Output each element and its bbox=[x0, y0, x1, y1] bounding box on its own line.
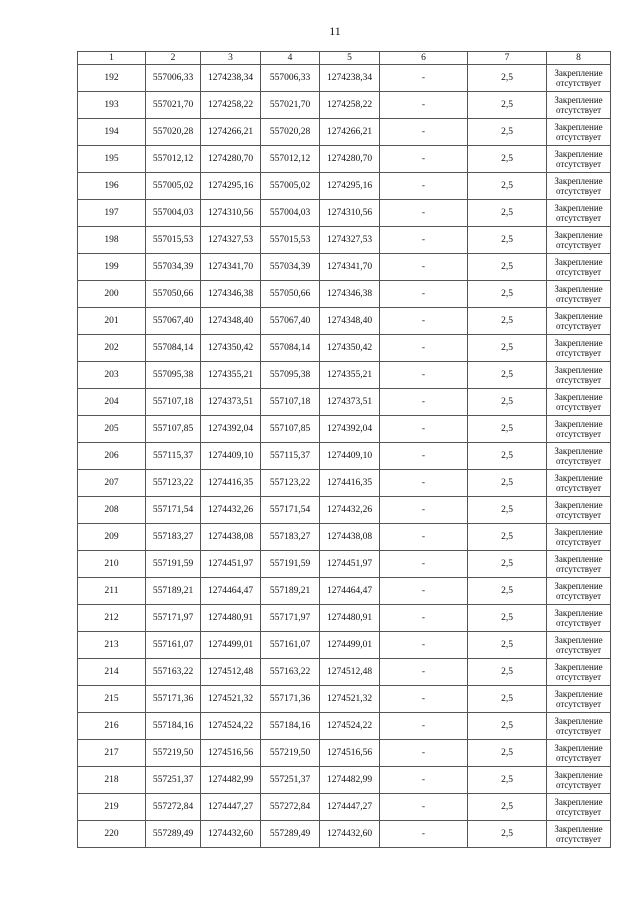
y-coordinate-cell: 1274447,27 bbox=[201, 794, 261, 821]
y-coordinate-cell: 1274524,22 bbox=[201, 713, 261, 740]
method-cell: - bbox=[380, 308, 468, 335]
y-coordinate-cell: 1274348,40 bbox=[201, 308, 261, 335]
accuracy-cell: 2,5 bbox=[468, 524, 547, 551]
y-coordinate-2-cell: 1274373,51 bbox=[320, 389, 380, 416]
x-coordinate-cell: 557067,40 bbox=[146, 308, 201, 335]
table-row bbox=[78, 65, 611, 92]
x-coordinate-cell: 557161,07 bbox=[146, 632, 201, 659]
y-coordinate-2-cell: 1274392,04 bbox=[320, 416, 380, 443]
x-coordinate-2-cell: 557289,49 bbox=[261, 821, 320, 848]
y-coordinate-2-cell: 1274524,22 bbox=[320, 713, 380, 740]
point-number-cell: 207 bbox=[78, 470, 146, 497]
fixing-description-cell: Закрепление отсутствует bbox=[547, 470, 611, 497]
table-body bbox=[78, 52, 611, 848]
y-coordinate-cell: 1274355,21 bbox=[201, 362, 261, 389]
accuracy-cell: 2,5 bbox=[468, 497, 547, 524]
x-coordinate-cell: 557084,14 bbox=[146, 335, 201, 362]
y-coordinate-cell: 1274295,16 bbox=[201, 173, 261, 200]
x-coordinate-2-cell: 557004,03 bbox=[261, 200, 320, 227]
table-row bbox=[78, 362, 611, 389]
fixing-description-cell: Закрепление отсутствует bbox=[547, 632, 611, 659]
table-row bbox=[78, 389, 611, 416]
accuracy-cell: 2,5 bbox=[468, 551, 547, 578]
y-coordinate-2-cell: 1274280,70 bbox=[320, 146, 380, 173]
point-number-cell: 219 bbox=[78, 794, 146, 821]
point-number-cell: 204 bbox=[78, 389, 146, 416]
y-coordinate-2-cell: 1274480,91 bbox=[320, 605, 380, 632]
table-row bbox=[78, 254, 611, 281]
y-coordinate-cell: 1274392,04 bbox=[201, 416, 261, 443]
y-coordinate-2-cell: 1274499,01 bbox=[320, 632, 380, 659]
fixing-description-cell: Закрепление отсутствует bbox=[547, 578, 611, 605]
y-coordinate-cell: 1274416,35 bbox=[201, 470, 261, 497]
table-row bbox=[78, 794, 611, 821]
accuracy-cell: 2,5 bbox=[468, 173, 547, 200]
accuracy-cell: 2,5 bbox=[468, 821, 547, 848]
table-row bbox=[78, 524, 611, 551]
fixing-description-cell: Закрепление отсутствует bbox=[547, 551, 611, 578]
y-coordinate-2-cell: 1274355,21 bbox=[320, 362, 380, 389]
method-cell: - bbox=[380, 740, 468, 767]
table-row bbox=[78, 416, 611, 443]
y-coordinate-cell: 1274516,56 bbox=[201, 740, 261, 767]
x-coordinate-cell: 557184,16 bbox=[146, 713, 201, 740]
fixing-description-cell: Закрепление отсутствует bbox=[547, 416, 611, 443]
fixing-description-cell: Закрепление отсутствует bbox=[547, 281, 611, 308]
x-coordinate-cell: 557015,53 bbox=[146, 227, 201, 254]
coordinates-table bbox=[77, 51, 611, 848]
x-coordinate-cell: 557183,27 bbox=[146, 524, 201, 551]
table-row bbox=[78, 686, 611, 713]
method-cell: - bbox=[380, 659, 468, 686]
y-coordinate-cell: 1274341,70 bbox=[201, 254, 261, 281]
y-coordinate-2-cell: 1274341,70 bbox=[320, 254, 380, 281]
y-coordinate-cell: 1274266,21 bbox=[201, 119, 261, 146]
x-coordinate-cell: 557191,59 bbox=[146, 551, 201, 578]
x-coordinate-2-cell: 557084,14 bbox=[261, 335, 320, 362]
accuracy-cell: 2,5 bbox=[468, 254, 547, 281]
method-cell: - bbox=[380, 443, 468, 470]
y-coordinate-cell: 1274409,10 bbox=[201, 443, 261, 470]
x-coordinate-cell: 557021,70 bbox=[146, 92, 201, 119]
accuracy-cell: 2,5 bbox=[468, 389, 547, 416]
fixing-description-cell: Закрепление отсутствует bbox=[547, 254, 611, 281]
y-coordinate-2-cell: 1274438,08 bbox=[320, 524, 380, 551]
method-cell: - bbox=[380, 65, 468, 92]
y-coordinate-2-cell: 1274238,34 bbox=[320, 65, 380, 92]
y-coordinate-2-cell: 1274416,35 bbox=[320, 470, 380, 497]
method-cell: - bbox=[380, 281, 468, 308]
method-cell: - bbox=[380, 470, 468, 497]
column-header-4: 4 bbox=[261, 52, 320, 65]
y-coordinate-cell: 1274521,32 bbox=[201, 686, 261, 713]
x-coordinate-cell: 557020,28 bbox=[146, 119, 201, 146]
method-cell: - bbox=[380, 713, 468, 740]
y-coordinate-cell: 1274350,42 bbox=[201, 335, 261, 362]
accuracy-cell: 2,5 bbox=[468, 794, 547, 821]
y-coordinate-cell: 1274238,34 bbox=[201, 65, 261, 92]
accuracy-cell: 2,5 bbox=[468, 227, 547, 254]
accuracy-cell: 2,5 bbox=[468, 578, 547, 605]
method-cell: - bbox=[380, 767, 468, 794]
method-cell: - bbox=[380, 335, 468, 362]
x-coordinate-2-cell: 557189,21 bbox=[261, 578, 320, 605]
accuracy-cell: 2,5 bbox=[468, 605, 547, 632]
x-coordinate-cell: 557004,03 bbox=[146, 200, 201, 227]
x-coordinate-cell: 557272,84 bbox=[146, 794, 201, 821]
method-cell: - bbox=[380, 254, 468, 281]
point-number-cell: 192 bbox=[78, 65, 146, 92]
method-cell: - bbox=[380, 416, 468, 443]
table-row bbox=[78, 200, 611, 227]
y-coordinate-cell: 1274512,48 bbox=[201, 659, 261, 686]
x-coordinate-cell: 557050,66 bbox=[146, 281, 201, 308]
x-coordinate-cell: 557189,21 bbox=[146, 578, 201, 605]
accuracy-cell: 2,5 bbox=[468, 200, 547, 227]
point-number-cell: 211 bbox=[78, 578, 146, 605]
x-coordinate-2-cell: 557161,07 bbox=[261, 632, 320, 659]
y-coordinate-cell: 1274258,22 bbox=[201, 92, 261, 119]
method-cell: - bbox=[380, 173, 468, 200]
point-number-cell: 209 bbox=[78, 524, 146, 551]
fixing-description-cell: Закрепление отсутствует bbox=[547, 335, 611, 362]
y-coordinate-cell: 1274432,26 bbox=[201, 497, 261, 524]
column-header-2: 2 bbox=[146, 52, 201, 65]
x-coordinate-2-cell: 557251,37 bbox=[261, 767, 320, 794]
accuracy-cell: 2,5 bbox=[468, 659, 547, 686]
fixing-description-cell: Закрепление отсутствует bbox=[547, 686, 611, 713]
y-coordinate-2-cell: 1274482,99 bbox=[320, 767, 380, 794]
x-coordinate-2-cell: 557171,54 bbox=[261, 497, 320, 524]
point-number-cell: 210 bbox=[78, 551, 146, 578]
y-coordinate-2-cell: 1274516,56 bbox=[320, 740, 380, 767]
method-cell: - bbox=[380, 389, 468, 416]
accuracy-cell: 2,5 bbox=[468, 119, 547, 146]
point-number-cell: 216 bbox=[78, 713, 146, 740]
table-row bbox=[78, 443, 611, 470]
point-number-cell: 193 bbox=[78, 92, 146, 119]
point-number-cell: 220 bbox=[78, 821, 146, 848]
accuracy-cell: 2,5 bbox=[468, 362, 547, 389]
point-number-cell: 203 bbox=[78, 362, 146, 389]
accuracy-cell: 2,5 bbox=[468, 281, 547, 308]
accuracy-cell: 2,5 bbox=[468, 713, 547, 740]
x-coordinate-2-cell: 557005,02 bbox=[261, 173, 320, 200]
x-coordinate-2-cell: 557272,84 bbox=[261, 794, 320, 821]
x-coordinate-cell: 557034,39 bbox=[146, 254, 201, 281]
table-row bbox=[78, 227, 611, 254]
x-coordinate-cell: 557123,22 bbox=[146, 470, 201, 497]
x-coordinate-cell: 557171,36 bbox=[146, 686, 201, 713]
accuracy-cell: 2,5 bbox=[468, 65, 547, 92]
x-coordinate-2-cell: 557184,16 bbox=[261, 713, 320, 740]
x-coordinate-2-cell: 557006,33 bbox=[261, 65, 320, 92]
fixing-description-cell: Закрепление отсутствует bbox=[547, 497, 611, 524]
table-row bbox=[78, 821, 611, 848]
point-number-cell: 214 bbox=[78, 659, 146, 686]
y-coordinate-2-cell: 1274346,38 bbox=[320, 281, 380, 308]
x-coordinate-cell: 557219,50 bbox=[146, 740, 201, 767]
x-coordinate-cell: 557289,49 bbox=[146, 821, 201, 848]
x-coordinate-cell: 557163,22 bbox=[146, 659, 201, 686]
fixing-description-cell: Закрепление отсутствует bbox=[547, 713, 611, 740]
method-cell: - bbox=[380, 605, 468, 632]
fixing-description-cell: Закрепление отсутствует bbox=[547, 443, 611, 470]
table-row bbox=[78, 497, 611, 524]
method-cell: - bbox=[380, 632, 468, 659]
x-coordinate-2-cell: 557107,85 bbox=[261, 416, 320, 443]
fixing-description-cell: Закрепление отсутствует bbox=[547, 794, 611, 821]
table-row bbox=[78, 146, 611, 173]
table-row bbox=[78, 551, 611, 578]
y-coordinate-cell: 1274346,38 bbox=[201, 281, 261, 308]
x-coordinate-cell: 557107,85 bbox=[146, 416, 201, 443]
accuracy-cell: 2,5 bbox=[468, 335, 547, 362]
x-coordinate-2-cell: 557067,40 bbox=[261, 308, 320, 335]
y-coordinate-cell: 1274451,97 bbox=[201, 551, 261, 578]
fixing-description-cell: Закрепление отсутствует bbox=[547, 659, 611, 686]
y-coordinate-2-cell: 1274310,56 bbox=[320, 200, 380, 227]
x-coordinate-2-cell: 557123,22 bbox=[261, 470, 320, 497]
x-coordinate-2-cell: 557115,37 bbox=[261, 443, 320, 470]
table-row bbox=[78, 308, 611, 335]
method-cell: - bbox=[380, 200, 468, 227]
fixing-description-cell: Закрепление отсутствует bbox=[547, 146, 611, 173]
y-coordinate-2-cell: 1274409,10 bbox=[320, 443, 380, 470]
header-row bbox=[78, 52, 611, 65]
page-number: 11 bbox=[329, 24, 341, 38]
column-header-3: 3 bbox=[201, 52, 261, 65]
method-cell: - bbox=[380, 821, 468, 848]
y-coordinate-2-cell: 1274295,16 bbox=[320, 173, 380, 200]
y-coordinate-2-cell: 1274451,97 bbox=[320, 551, 380, 578]
y-coordinate-cell: 1274464,47 bbox=[201, 578, 261, 605]
y-coordinate-cell: 1274280,70 bbox=[201, 146, 261, 173]
x-coordinate-2-cell: 557095,38 bbox=[261, 362, 320, 389]
y-coordinate-2-cell: 1274348,40 bbox=[320, 308, 380, 335]
fixing-description-cell: Закрепление отсутствует bbox=[547, 173, 611, 200]
point-number-cell: 201 bbox=[78, 308, 146, 335]
fixing-description-cell: Закрепление отсутствует bbox=[547, 767, 611, 794]
method-cell: - bbox=[380, 497, 468, 524]
table-row bbox=[78, 92, 611, 119]
x-coordinate-cell: 557115,37 bbox=[146, 443, 201, 470]
x-coordinate-2-cell: 557163,22 bbox=[261, 659, 320, 686]
table-row bbox=[78, 335, 611, 362]
y-coordinate-cell: 1274499,01 bbox=[201, 632, 261, 659]
x-coordinate-2-cell: 557171,97 bbox=[261, 605, 320, 632]
x-coordinate-cell: 557107,18 bbox=[146, 389, 201, 416]
accuracy-cell: 2,5 bbox=[468, 767, 547, 794]
accuracy-cell: 2,5 bbox=[468, 416, 547, 443]
fixing-description-cell: Закрепление отсутствует bbox=[547, 740, 611, 767]
table-row bbox=[78, 281, 611, 308]
x-coordinate-2-cell: 557021,70 bbox=[261, 92, 320, 119]
x-coordinate-cell: 557006,33 bbox=[146, 65, 201, 92]
table-row bbox=[78, 119, 611, 146]
point-number-cell: 198 bbox=[78, 227, 146, 254]
x-coordinate-2-cell: 557191,59 bbox=[261, 551, 320, 578]
x-coordinate-cell: 557171,54 bbox=[146, 497, 201, 524]
y-coordinate-2-cell: 1274350,42 bbox=[320, 335, 380, 362]
y-coordinate-2-cell: 1274512,48 bbox=[320, 659, 380, 686]
fixing-description-cell: Закрепление отсутствует bbox=[547, 605, 611, 632]
point-number-cell: 208 bbox=[78, 497, 146, 524]
x-coordinate-cell: 557005,02 bbox=[146, 173, 201, 200]
y-coordinate-cell: 1274480,91 bbox=[201, 605, 261, 632]
fixing-description-cell: Закрепление отсутствует bbox=[547, 362, 611, 389]
table-row bbox=[78, 767, 611, 794]
x-coordinate-cell: 557251,37 bbox=[146, 767, 201, 794]
fixing-description-cell: Закрепление отсутствует bbox=[547, 308, 611, 335]
accuracy-cell: 2,5 bbox=[468, 740, 547, 767]
table-row bbox=[78, 470, 611, 497]
method-cell: - bbox=[380, 362, 468, 389]
x-coordinate-2-cell: 557107,18 bbox=[261, 389, 320, 416]
y-coordinate-2-cell: 1274266,21 bbox=[320, 119, 380, 146]
fixing-description-cell: Закрепление отсутствует bbox=[547, 389, 611, 416]
point-number-cell: 212 bbox=[78, 605, 146, 632]
accuracy-cell: 2,5 bbox=[468, 146, 547, 173]
fixing-description-cell: Закрепление отсутствует bbox=[547, 200, 611, 227]
x-coordinate-2-cell: 557034,39 bbox=[261, 254, 320, 281]
method-cell: - bbox=[380, 92, 468, 119]
table-row bbox=[78, 632, 611, 659]
accuracy-cell: 2,5 bbox=[468, 632, 547, 659]
table-row bbox=[78, 659, 611, 686]
table-row bbox=[78, 740, 611, 767]
y-coordinate-cell: 1274438,08 bbox=[201, 524, 261, 551]
point-number-cell: 195 bbox=[78, 146, 146, 173]
x-coordinate-2-cell: 557183,27 bbox=[261, 524, 320, 551]
point-number-cell: 206 bbox=[78, 443, 146, 470]
y-coordinate-2-cell: 1274447,27 bbox=[320, 794, 380, 821]
accuracy-cell: 2,5 bbox=[468, 686, 547, 713]
y-coordinate-2-cell: 1274432,26 bbox=[320, 497, 380, 524]
fixing-description-cell: Закрепление отсутствует bbox=[547, 524, 611, 551]
method-cell: - bbox=[380, 119, 468, 146]
point-number-cell: 199 bbox=[78, 254, 146, 281]
column-header-6: 6 bbox=[380, 52, 468, 65]
column-header-8: 8 bbox=[547, 52, 611, 65]
y-coordinate-2-cell: 1274464,47 bbox=[320, 578, 380, 605]
fixing-description-cell: Закрепление отсутствует bbox=[547, 65, 611, 92]
y-coordinate-cell: 1274373,51 bbox=[201, 389, 261, 416]
x-coordinate-2-cell: 557050,66 bbox=[261, 281, 320, 308]
y-coordinate-cell: 1274327,53 bbox=[201, 227, 261, 254]
point-number-cell: 205 bbox=[78, 416, 146, 443]
y-coordinate-2-cell: 1274432,60 bbox=[320, 821, 380, 848]
y-coordinate-cell: 1274310,56 bbox=[201, 200, 261, 227]
y-coordinate-cell: 1274432,60 bbox=[201, 821, 261, 848]
accuracy-cell: 2,5 bbox=[468, 443, 547, 470]
point-number-cell: 217 bbox=[78, 740, 146, 767]
table-row bbox=[78, 713, 611, 740]
y-coordinate-2-cell: 1274521,32 bbox=[320, 686, 380, 713]
column-header-1: 1 bbox=[78, 52, 146, 65]
x-coordinate-cell: 557171,97 bbox=[146, 605, 201, 632]
x-coordinate-2-cell: 557012,12 bbox=[261, 146, 320, 173]
method-cell: - bbox=[380, 227, 468, 254]
table-row bbox=[78, 578, 611, 605]
method-cell: - bbox=[380, 146, 468, 173]
accuracy-cell: 2,5 bbox=[468, 470, 547, 497]
x-coordinate-cell: 557095,38 bbox=[146, 362, 201, 389]
y-coordinate-cell: 1274482,99 bbox=[201, 767, 261, 794]
fixing-description-cell: Закрепление отсутствует bbox=[547, 92, 611, 119]
x-coordinate-2-cell: 557171,36 bbox=[261, 686, 320, 713]
column-header-5: 5 bbox=[320, 52, 380, 65]
x-coordinate-cell: 557012,12 bbox=[146, 146, 201, 173]
x-coordinate-2-cell: 557020,28 bbox=[261, 119, 320, 146]
column-header-7: 7 bbox=[468, 52, 547, 65]
fixing-description-cell: Закрепление отсутствует bbox=[547, 821, 611, 848]
point-number-cell: 194 bbox=[78, 119, 146, 146]
x-coordinate-2-cell: 557219,50 bbox=[261, 740, 320, 767]
point-number-cell: 215 bbox=[78, 686, 146, 713]
fixing-description-cell: Закрепление отсутствует bbox=[547, 227, 611, 254]
method-cell: - bbox=[380, 524, 468, 551]
point-number-cell: 197 bbox=[78, 200, 146, 227]
fixing-description-cell: Закрепление отсутствует bbox=[547, 119, 611, 146]
y-coordinate-2-cell: 1274327,53 bbox=[320, 227, 380, 254]
method-cell: - bbox=[380, 686, 468, 713]
table-row bbox=[78, 173, 611, 200]
method-cell: - bbox=[380, 578, 468, 605]
point-number-cell: 218 bbox=[78, 767, 146, 794]
table-row bbox=[78, 605, 611, 632]
y-coordinate-2-cell: 1274258,22 bbox=[320, 92, 380, 119]
accuracy-cell: 2,5 bbox=[468, 92, 547, 119]
accuracy-cell: 2,5 bbox=[468, 308, 547, 335]
point-number-cell: 200 bbox=[78, 281, 146, 308]
method-cell: - bbox=[380, 794, 468, 821]
point-number-cell: 202 bbox=[78, 335, 146, 362]
method-cell: - bbox=[380, 551, 468, 578]
x-coordinate-2-cell: 557015,53 bbox=[261, 227, 320, 254]
point-number-cell: 196 bbox=[78, 173, 146, 200]
point-number-cell: 213 bbox=[78, 632, 146, 659]
